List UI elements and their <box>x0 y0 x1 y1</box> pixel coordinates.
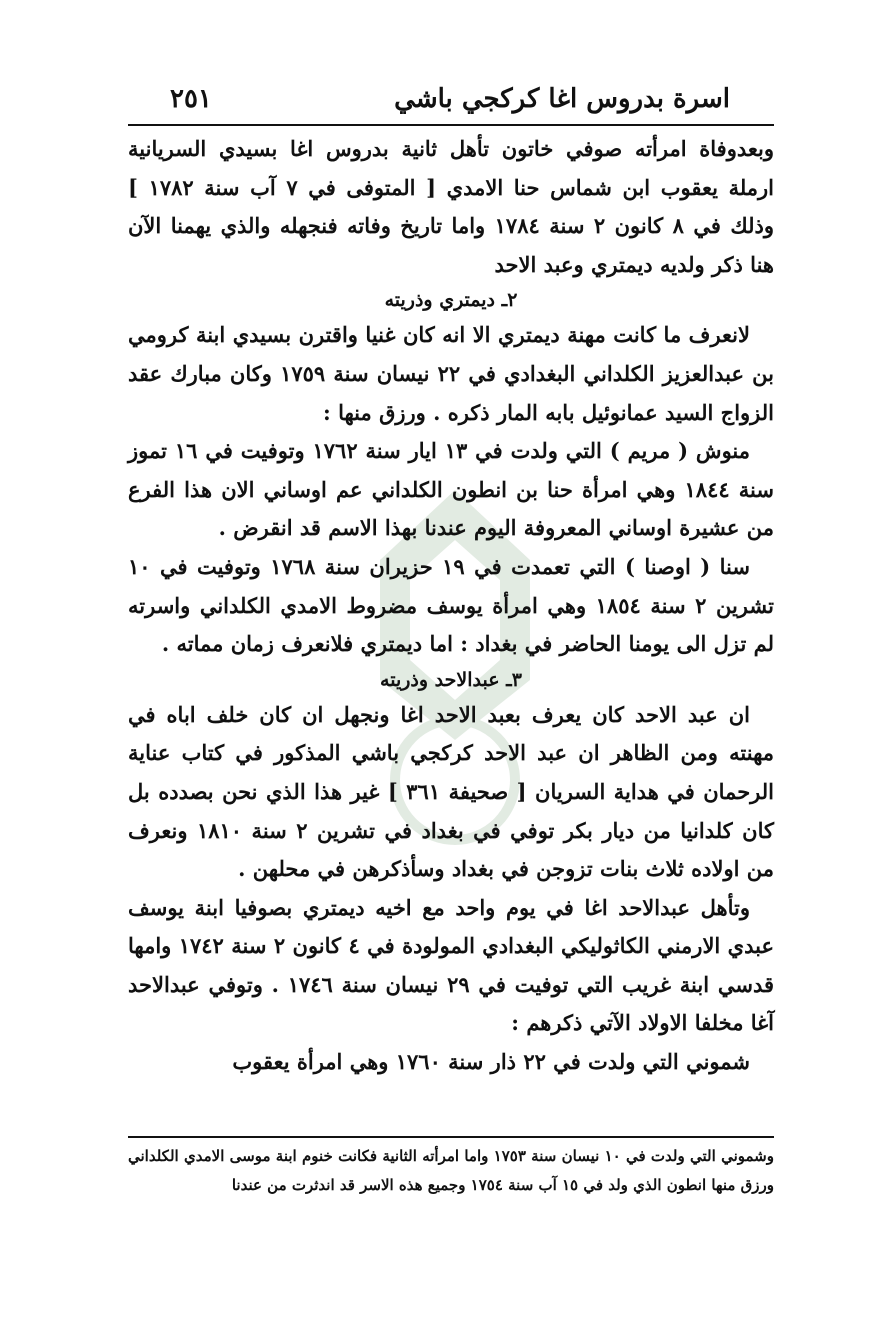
footnote <box>128 1142 774 1200</box>
main-text <box>128 130 774 1082</box>
footnote-text: وشموني التي ولدت في ١٠ نيسان سنة ١٧٥٣ واما امرأته الثانية فكانت خنوم ابنة موسى الامدي الكلداني ورزق منها انطون الذي ولد في ١٥ آب سنة ١٧٥٤ وجميع هذه الاسر قد اندثرت من عندنا <box>128 1147 774 1194</box>
paragraph-6: وتأهل عبدالاحد اغا في يوم واحد مع اخيه ديمتري بصوفيا ابنة يوسف عبدي الارمني الكاثوليكي البغدادي المولودة في ٤ كانون ٢ سنة ١٧٤٢ وامها قدسي ابنة غريب التي توفيت في ٢٩ نيسان سنة ١٧٤٦ . وتوفي عبدالاحد آغا مخلفا الاولاد الآتي ذكرهم : <box>128 894 774 1036</box>
header-rule <box>128 124 774 126</box>
paragraph-7: شموني التي ولدت في ٢٢ ذار سنة ١٧٦٠ وهي امرأة يعقوب <box>232 1049 750 1075</box>
running-title: اسرة بدروس اغا كركجي باشي <box>394 84 730 114</box>
paragraph-5: ان عبد الاحد كان يعرف بعبد الاحد اغا ونجهل ان كان خلف اباه في مهنته ومن الظاهر ان عبد الاحد كركجي باشي المذكور في كتاب عناية الرحمان في هداية السريان [ صحيفة ٣٦١ ] غير هذا الذي نحن بصدده بل كان كلدانيا من ديار بكر توفي في بغداد في تشرين ٢ سنة ١٨١٠ ونعرف من اولاده ثلاث بنات تزوجن في بغداد وسأذكرهن في محلهن . <box>128 701 774 882</box>
section-heading-3: ٣ـ عبدالاحد وذريته <box>380 668 522 691</box>
page-header <box>170 80 730 120</box>
paragraph-4: سنا ( اوصنا ) التي تعمدت في ١٩ حزيران سنة ١٧٦٨ وتوفيت في ١٠ تشرين ٢ سنة ١٨٥٤ وهي امرأة يوسف مضروط الامدي الكلداني واسرته لم تزل الى يومنا الحاضر في بغداد : اما ديمتري فلانعرف زمان مماته . <box>128 553 774 657</box>
section-heading-2: ٢ـ ديمتري وذريته <box>384 289 518 312</box>
page-number: ٢٥١ <box>170 84 212 114</box>
paragraph-3: منوش ( مريم ) التي ولدت في ١٣ ايار سنة ١٧٦٢ وتوفيت في ١٦ تموز سنة ١٨٤٤ وهي امرأة حنا بن انطون الكلداني عم اوساني الان هذا الفرع من عشيرة اوساني المعروفة اليوم عندنا بهذا الاسم قد انقرض . <box>128 438 774 541</box>
paragraph-1: وبعدوفاة امرأته صوفي خاتون تأهل ثانية بدروس اغا بسيدي السريانية ارملة يعقوب ابن شماس حنا الامدي [ المتوفى في ٧ آب سنة ١٧٨٢ ] وذلك في ٨ كانون ٢ سنة ١٧٨٤ واما تاريخ وفاته فنجهله والذي يهمنا الآن هنا ذكر ولديه ديمتري وعبد الاحد <box>128 136 775 277</box>
footnote-rule <box>128 1136 774 1138</box>
paragraph-2: لانعرف ما كانت مهنة ديمتري الا انه كان غنيا واقترن بسيدي ابنة كرومي بن عبدالعزيز الكلداني البغدادي في ٢٢ نيسان سنة ١٧٥٩ وكان مبارك عقد الزواج السيد عمانوئيل بابه المار ذكره . ورزق منها : <box>128 322 774 425</box>
